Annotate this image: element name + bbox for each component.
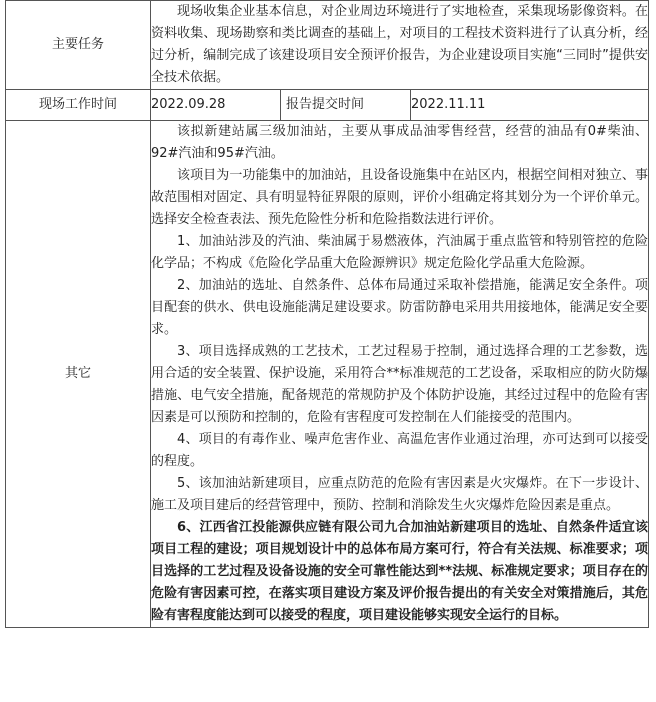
main-task-label: 主要任务 [6, 1, 151, 90]
report-submit-time-label: 报告提交时间 [281, 90, 411, 121]
site-work-time-label: 现场工作时间 [6, 90, 151, 121]
other-row [6, 121, 649, 628]
report-summary-table [5, 0, 649, 628]
conclusion-paragraph: 6、江西省江投能源供应链有限公司九合加油站新建项目的选址、自然条件适宜该项目工程的建设；项目规划设计中的总体布局方案可行，符合有关法规、标准要求；项目选择的工艺过程及设备设施的安全可靠性能达到**法规、标准规定要求；项目存在的危险有害因素可控，在落实项目建设方案及评价报告提出的有关安全对策措施后，其危险有害程度能达到可以接受的程度，项目建设能够实现安全运行的目标。 [151, 520, 649, 623]
other-paragraph-4: 2、加油站的选址、自然条件、总体布局通过采取补偿措施，能满足安全条件。项目配套的供水、供电设施能满足建设要求。防雷防静电采用共用接地体，能满足安全要求。 [151, 278, 649, 337]
other-paragraph-2: 该项目为一功能集中的加油站，且设备设施集中在站区内，根据空间相对独立、事故范围相对固定、具有明显特征界限的原则，评价小组确定将其划分为一个评价单元。选择安全检查表法、预先危险性分析和危险指数法进行评价。 [151, 168, 649, 227]
other-paragraph-3: 1、加油站涉及的汽油、柴油属于易燃液体，汽油属于重点监管和特别管控的危险化学品；不构成《危险化学品重大危险源辨识》规定危险化学品重大危险源。 [151, 234, 649, 271]
other-paragraph-5: 3、项目选择成熟的工艺技术，工艺过程易于控制，通过选择合理的工艺参数，选用合适的安全装置、保护设施，采用符合**标准规范的工艺设备，采取相应的防火防爆措施、电气安全措施，配备规范的常规防护及个体防护设施，其经过过程中的危险有害因素是可以预防和控制的，危险有害程度可发控制在人们能接受的范围内。 [151, 344, 649, 425]
other-paragraph-1: 该拟新建站属三级加油站，主要从事成品油零售经营，经营的油品有0#柴油、92#汽油和95#汽油。 [151, 124, 649, 161]
other-paragraph-6: 4、项目的有毒作业、噪声危害作业、高温危害作业通过治理，亦可达到可以接受的程度。 [151, 432, 649, 469]
main-task-paragraph: 现场收集企业基本信息，对企业周边环境进行了实地检查，采集现场影像资料。在资料收集、现场勘察和类比调查的基础上，对项目的工程技术资料进行了认真分析，经过分析，编制完成了该建设项目安全预评价报告，为企业建设项目实施“三同时”提供安全技术依据。 [151, 4, 649, 85]
site-work-time-value: 2022.09.28 [151, 90, 281, 121]
other-label: 其它 [6, 121, 151, 628]
other-paragraph-7: 5、该加油站新建项目，应重点防范的危险有害因素是火灾爆炸。在下一步设计、施工及项目建后的经营管理中，预防、控制和消除发生火灾爆炸危险因素是重点。 [151, 476, 649, 513]
report-submit-time-value: 2022.11.11 [411, 90, 649, 121]
other-content [151, 121, 649, 628]
main-task-text [151, 1, 649, 90]
time-row [6, 90, 649, 121]
main-task-row [6, 1, 649, 90]
